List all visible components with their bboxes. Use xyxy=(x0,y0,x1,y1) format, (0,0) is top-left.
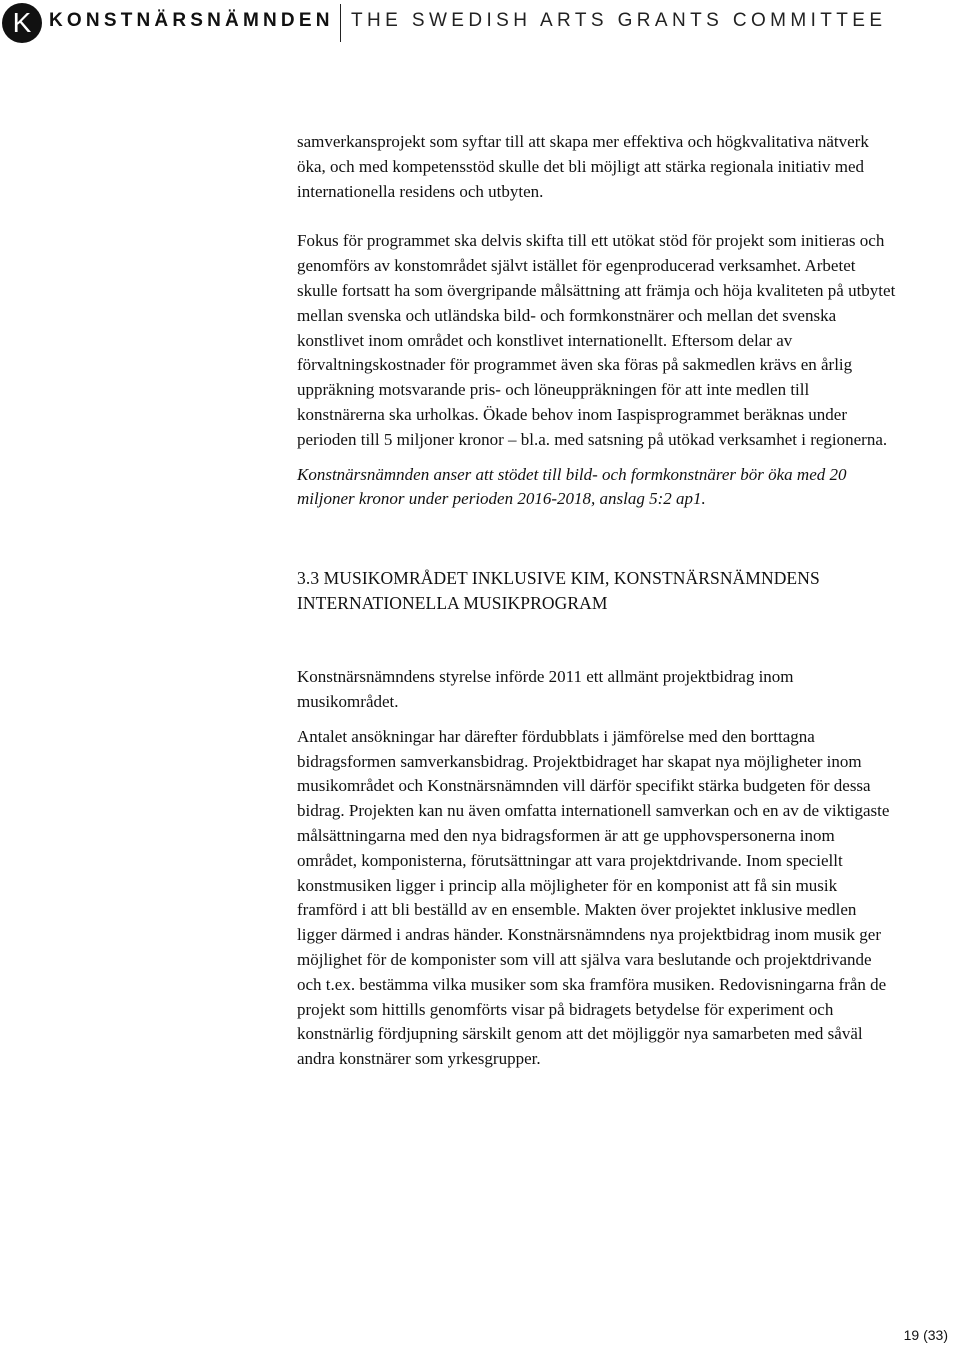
paragraph-project-grant: Konstnärsnämndens styrelse införde 2011 ett allmänt projektbidrag inom musikområdet. xyxy=(297,667,794,711)
page-number: 19 (33) xyxy=(903,1327,948,1343)
paragraph-applications: Antalet ansökningar har därefter fördubblats i jämförelse med den borttagna bidragsformen samverkansbidrag. Projektbidraget har skapat nya möjligheter inom musikområdet och Konstnärsnämnden vill därför specifikt stärka budgeten för dessa bidrag. Projekten kan nu även omfatta internationell samverkan och en av de viktigaste målsättningarna med den nya bidragsformen är att ge upphovspersonerna inom området, komponisterna, förutsättningar att vara projektdrivande. Inom speciellt konstmusiken ligger i princip alla möjligheter för en komponist att få sin musik framförd i att bli beställd av en ensemble. Makten över projektet inklusive medlen ligger därmed i andras händer. Konstnärsnämndens nya projektbidrag inom musik ger möjlighet för de komponister som vill att själva vara beslutande och projektdrivande och t.ex. bestämma vilka musiker som ska framföra musiken. Redovisningarna från de projekt som hittills genomförts visar på bidragets betydelse för experiment och konstnärlig fördjupning särskilt genom att det möjliggör nya samarbeten med såväl andra konstnärer som yrkesgrupper. xyxy=(297,726,890,1069)
logo-english-name: THE SWEDISH ARTS GRANTS COMMITTEE xyxy=(351,10,887,31)
paragraph-program-focus: Fokus för programmet ska delvis skifta till ett utökat stöd för projekt som initieras och genomförs av konstområdet självt istället för egenproducerad verksamhet. Arbetet skulle fortsatt ha som övergripande målsättning att främja och höja kvaliteten på utbytet mellan svenska och utländska bild- och formkonstnärer och mellan det svenska konstlivet inom området och konstlivet internationellt. Eftersom delar av förvaltningskostnader för programmet även ska föras på sakmedlen krävs en årlig uppräkning motsvarande pris- och löneuppräkningen för att inte medlen till konstnärerna ska urholkas. Ökade behov inom Iaspisprogrammet beräknas under perioden till 5 miljoner kronor – bl.a. med satsning på utökad verksamhet i regionerna. xyxy=(297,231,896,449)
logo-divider xyxy=(340,4,341,42)
document-body xyxy=(297,130,897,1072)
paragraph-proposal: Konstnärsnämnden anser att stödet till bild- och formkonstnärer bör öka med 20 miljoner kronor under perioden 2016-2018, anslag 5:2 ap1. xyxy=(297,464,847,509)
paragraph-continuation: samverkansprojekt som syftar till att skapa mer effektiva och högkvalitativa nätverk öka, och med kompetensstöd skulle det bli möjligt att stärka regionala initiativ med internationella residens och utbyten. xyxy=(297,132,869,201)
section-heading: 3.3 MUSIKOMRÅDET INKLUSIVE KIM, KONSTNÄRSNÄMNDENS INTERNATIONELLA MUSIKPROGRAM xyxy=(297,568,820,614)
page-header xyxy=(0,0,960,46)
logo-k-icon: K xyxy=(2,3,42,43)
logo-name: KONSTNÄRSNÄMNDEN xyxy=(49,10,334,31)
